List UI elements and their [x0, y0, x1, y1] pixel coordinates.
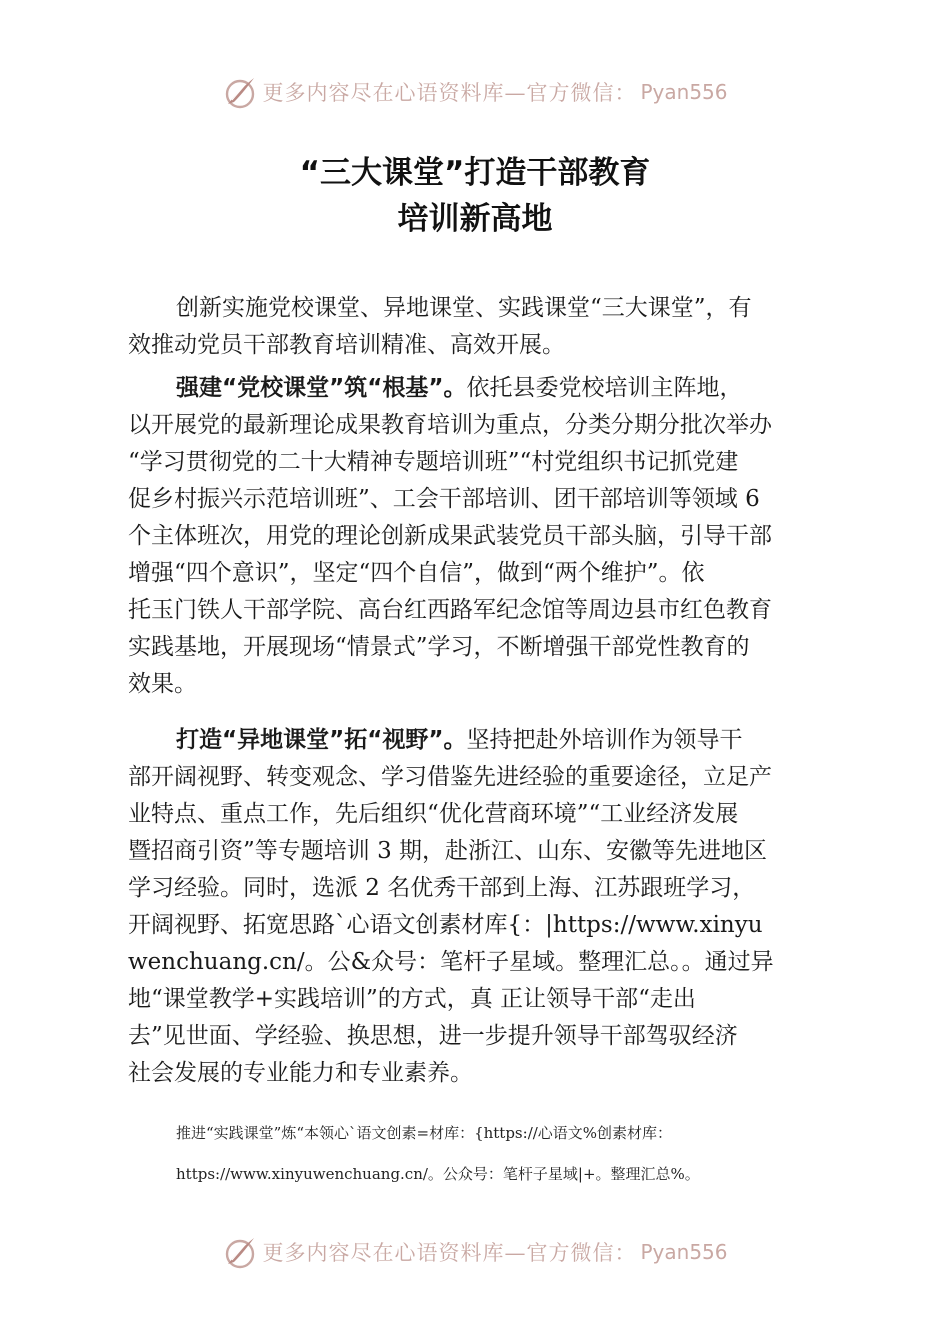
footnote-line-1: 推进“实践课堂”炼“本领心`语文创素=材库：{https://心语文%创素材库： [176, 1124, 673, 1142]
paragraph-line: 促乡村振兴示范培训班”、工会干部培训、团干部培训等领域 6 [128, 486, 760, 512]
paragraph-line: 学习经验。同时，选派 2 名优秀干部到上海、江苏跟班学习， [128, 875, 756, 901]
quill-pen-icon [222, 1234, 258, 1270]
paragraph-line: 去”见世面、学经验、换思想，进一步提升领导干部驾驭经济 [128, 1023, 738, 1049]
section-heading: 打造“异地课堂”拓“视野”。 [176, 727, 467, 753]
section-lead-text: 坚持把赴外培训作为领导干 [466, 727, 743, 753]
paragraph-line: wenchuang.cn/。公&众号：笔杆子星域。整理汇总。。通过异 [128, 949, 774, 975]
paragraph-line: 增强“四个意识”，坚定“四个自信”，做到“两个维护”。依 [128, 560, 705, 586]
paragraph-line: 托玉门铁人干部学院、高台红西路军纪念馆等周边县市红色教育 [128, 597, 772, 623]
paragraph-line: “学习贯彻党的二十大精神专题培训班”“村党组织书记抓党建 [128, 449, 739, 475]
paragraph-line: 个主体班次，用党的理论创新成果武装党员干部头脑，引导干部 [128, 523, 772, 549]
paragraph-line: 社会发展的专业能力和专业素养。 [128, 1060, 473, 1086]
watermark-banner-top [0, 72, 950, 112]
paragraph-line: 以开展党的最新理论成果教育培训为重点，分类分期分批次举办 [128, 412, 772, 438]
banner-wechat-id: Pyan556 [640, 1240, 728, 1264]
paragraph-line: 地“课堂教学+实践培训”的方式，真 正让领导干部“走出 [128, 986, 696, 1012]
paragraph-line: 暨招商引资”等专题培训 3 期，赴浙江、山东、安徽等先进地区 [128, 838, 768, 864]
section-offsite-classroom [128, 722, 828, 1092]
paragraph-line: 部开阔视野、转变观念、学习借鉴先进经验的重要途径，立足产 [128, 764, 772, 790]
paragraph-line: 创新实施党校课堂、异地课堂、实践课堂“三大课堂”，有 [176, 295, 752, 321]
paragraph-line: 开阔视野、拓宽思路`心语文创素材库{：|https://www.xinyu [128, 912, 763, 938]
document-title [0, 150, 950, 242]
banner-wechat-id: Pyan556 [640, 80, 728, 104]
paragraph-line: 业特点、重点工作，先后组织“优化营商环境”“工业经济发展 [128, 801, 739, 827]
section-first-line [128, 722, 828, 759]
section-heading: 强建“党校课堂”筑“根基”。 [176, 375, 467, 401]
banner-text: 更多内容尽在心语资料库—官方微信： [262, 81, 637, 105]
intro-paragraph [128, 290, 828, 364]
paragraph-line: 效推动党员干部教育培训精准、高效开展。 [128, 332, 565, 358]
section-party-school-classroom [128, 370, 828, 703]
title-line-2: 培训新高地 [397, 201, 553, 237]
title-line-1: “三大课堂”打造干部教育 [299, 155, 651, 191]
paragraph-line: 实践基地，开展现场“情景式”学习，不断增强干部党性教育的 [128, 634, 750, 660]
section-first-line [128, 370, 828, 407]
banner-text: 更多内容尽在心语资料库—官方微信： [262, 1241, 637, 1265]
paragraph-line: 效果。 [128, 671, 197, 697]
footnote-line-2: https://www.xinyuwenchuang.cn/。公众号：笔杆子星域|+。整理汇总%。 [176, 1165, 700, 1183]
section-lead-text: 依托县委党校培训主阵地， [466, 375, 743, 401]
watermark-banner-bottom [0, 1232, 950, 1272]
quill-pen-icon [222, 74, 258, 110]
